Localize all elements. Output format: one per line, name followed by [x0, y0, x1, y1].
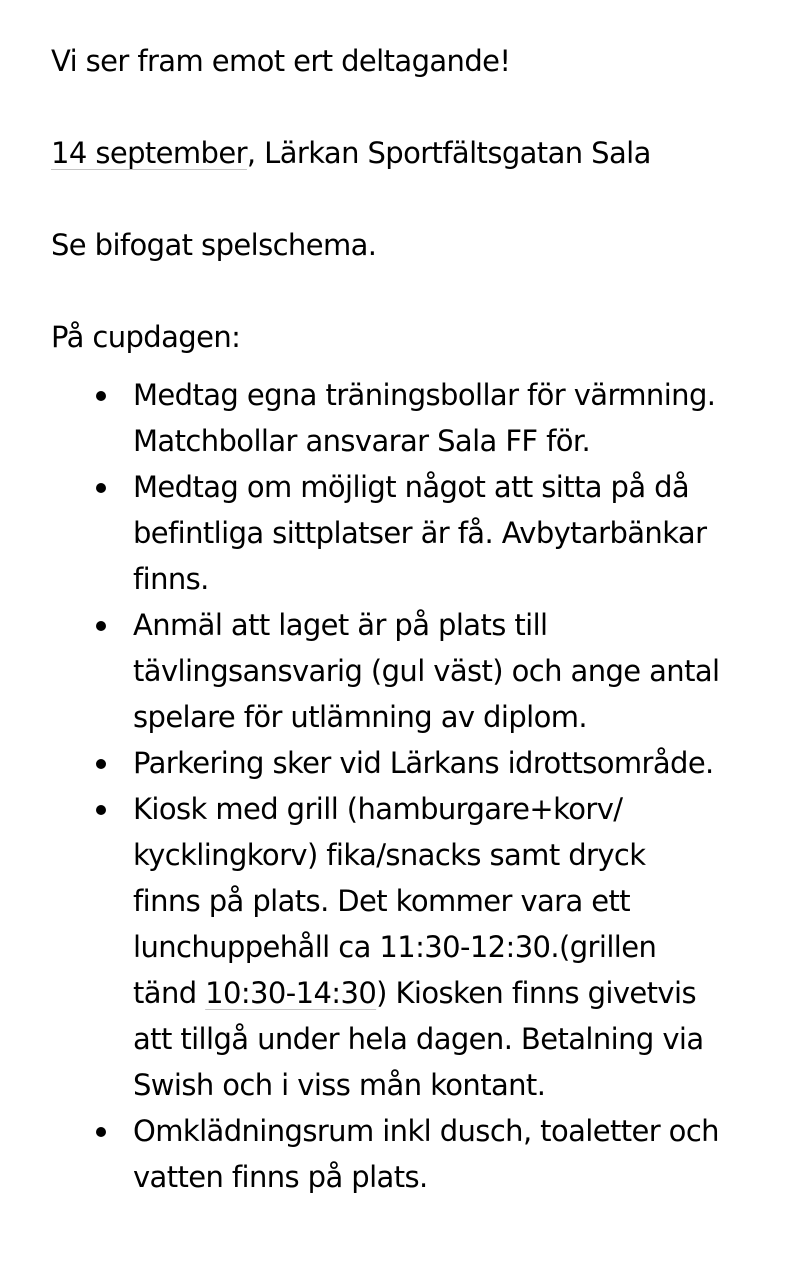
bullet-line: tävlingsansvarig (gul väst) och ange antal: [133, 654, 720, 688]
bullet-line: Parkering sker vid Lärkans idrottsområde.: [133, 746, 714, 780]
message-body: [51, 38, 771, 1200]
bullet-line: Anmäl att laget är på plats till: [133, 608, 548, 642]
bullet-line: Medtag egna träningsbollar för värmning.: [133, 378, 716, 412]
bullet-line-text: ) Kiosken finns givetvis: [376, 976, 696, 1010]
bullet-item-facilities: [51, 1108, 778, 1200]
bullet-line: Matchbollar ansvarar Sala FF för.: [133, 424, 591, 458]
bullet-item-balls: [51, 372, 778, 464]
bullet-dot-icon: [96, 805, 106, 815]
bullet-dot-icon: [96, 621, 106, 631]
bullet-line: finns på plats. Det kommer vara ett: [133, 884, 631, 918]
bullet-item-parking: [51, 740, 778, 786]
event-date-link[interactable]: 14 september: [51, 136, 247, 170]
bullet-line: vatten finns på plats.: [133, 1160, 428, 1194]
bullet-line: finns.: [133, 562, 209, 596]
section-heading: På cupdagen:: [51, 320, 241, 354]
info-bullet-list: [51, 372, 771, 1200]
grill-hours-link[interactable]: 10:30-14:30: [205, 976, 377, 1010]
event-info: [51, 130, 771, 176]
bullet-dot-icon: [96, 483, 106, 493]
bullet-line: [133, 970, 778, 1016]
bullet-dot-icon: [96, 759, 106, 769]
bullet-line: Omklädningsrum inkl dusch, toaletter och: [133, 1114, 719, 1148]
bullet-line: lunchuppehåll ca 11:30-12:30.(grillen: [133, 930, 657, 964]
bullet-line: att tillgå under hela dagen. Betalning via: [133, 1022, 704, 1056]
attachment-note: Se bifogat spelschema.: [51, 228, 377, 262]
event-location: , Lärkan Sportfältsgatan Sala: [246, 136, 651, 170]
intro-text: Vi ser fram emot ert deltagande!: [51, 44, 511, 78]
bullet-line: befintliga sittplatser är få. Avbytarbänkar: [133, 516, 707, 550]
bullet-item-kiosk: [51, 786, 778, 1108]
bullet-line: Kiosk med grill (hamburgare+korv/: [133, 792, 623, 826]
bullet-line: spelare för utlämning av diplom.: [133, 700, 587, 734]
bullet-item-seating: [51, 464, 778, 602]
bullet-dot-icon: [96, 391, 106, 401]
bullet-line: Swish och i viss mån kontant.: [133, 1068, 546, 1102]
bullet-line: kycklingkorv) fika/snacks samt dryck: [133, 838, 646, 872]
bullet-line: Medtag om möjligt något att sitta på då: [133, 470, 690, 504]
bullet-line-text: tänd: [133, 976, 206, 1010]
bullet-item-check-in: [51, 602, 778, 740]
bullet-dot-icon: [96, 1127, 106, 1137]
